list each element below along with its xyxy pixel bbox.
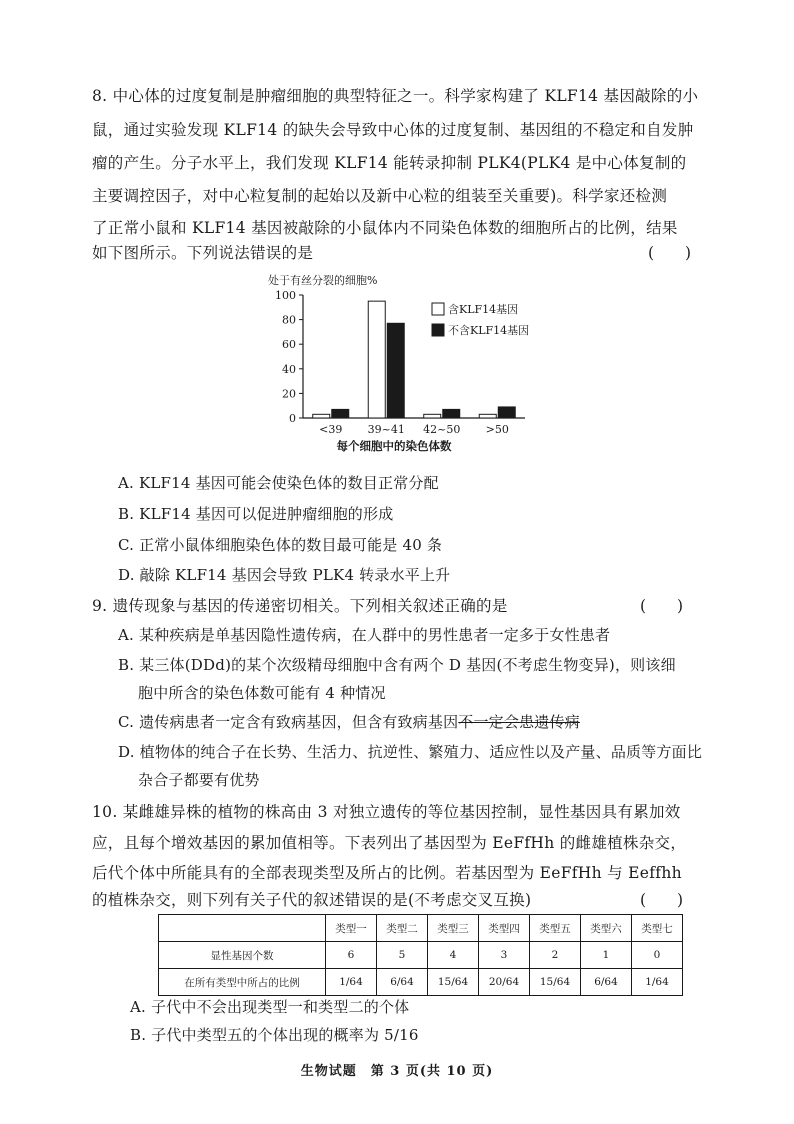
table-cell: 4 [428,942,479,969]
y-tick-label: 100 [275,289,296,302]
legend-swatch [432,303,444,315]
table-cell: 2 [530,942,581,969]
table-row [159,969,683,996]
q9-option-c-struck-text: 不一定会患遗传病 [458,713,580,731]
bar-without-klf14 [443,409,460,418]
q8-answer-paren: ( ) [648,244,692,262]
table-header-cell: 类型三 [428,915,479,942]
chart-x-axis-label: 每个细胞中的染色体数 [336,439,452,453]
chromosome-bar-chart [250,270,610,460]
y-tick-label: 80 [282,313,296,327]
q9-option-a: A. 某种疾病是单基因隐性遗传病，在人群中的男性患者一定多于女性患者 [118,626,611,644]
bar-without-klf14 [387,323,404,418]
q9-option-d-line-2: 杂合子都要有优势 [138,771,260,789]
table-cell: 1/64 [326,969,377,996]
legend-label: 含KLF14基因 [448,303,519,316]
table-header-cell: 类型一 [326,915,377,942]
q9-answer-paren: ( ) [640,597,684,615]
q10-option-a: A. 子代中不会出现类型一和类型二的个体 [130,998,410,1016]
table-cell: 在所有类型中所占的比例 [159,969,326,996]
table-cell: 6/64 [377,969,428,996]
x-tick-label: <39 [319,423,343,436]
bar-with-klf14 [479,414,496,418]
q8-line-6: 如下图所示。下列说法错误的是 [92,244,314,262]
table-header-cell: 类型二 [377,915,428,942]
table-header-cell: 类型六 [581,915,632,942]
bar-without-klf14 [332,409,349,418]
table-header-cell: 类型四 [479,915,530,942]
bar-with-klf14 [424,414,441,418]
x-tick-label: >50 [485,423,509,436]
table-cell: 6 [326,942,377,969]
table-cell: 20/64 [479,969,530,996]
chart-title: 处于有丝分裂的细胞% [268,274,378,287]
q8-line-3: 瘤的产生。分子水平上，我们发现 KLF14 能转录抑制 PLK4(PLK4 是中心体复制的 [92,154,687,172]
table-header-row [159,915,683,942]
bar-with-klf14 [313,414,330,418]
q8-option-d: D. 敲除 KLF14 基因会导致 PLK4 转录水平上升 [118,566,451,584]
q10-line-4: 的植株杂交，则下列有关子代的叙述错误的是(不考虑交叉互换) [92,891,532,909]
table-cell: 1/64 [632,969,683,996]
q9-option-b-line-2: 胞中所含的染色体数可能有 4 种情况 [138,684,386,702]
table-cell: 15/64 [530,969,581,996]
bar-with-klf14 [368,301,385,418]
q9-stem: 9. 遗传现象与基因的传递密切相关。下列相关叙述正确的是 [92,597,508,615]
bar-without-klf14 [498,407,515,418]
y-tick-label: 20 [282,387,296,401]
table-cell: 6/64 [581,969,632,996]
legend-label: 不含KLF14基因 [448,324,530,337]
y-tick-label: 60 [282,338,296,352]
q9-option-d-line-1: D. 植物体的纯合子在长势、生活力、抗逆性、繁殖力、适应性以及产量、品质等方面比 [118,743,703,761]
q8-option-b: B. KLF14 基因可以促进肿瘤细胞的形成 [118,505,394,523]
table-cell: 3 [479,942,530,969]
q8-line-5: 了正常小鼠和 KLF14 基因被敲除的小鼠体内不同染色体数的细胞所占的比例，结果 [92,219,678,237]
q8-option-c: C. 正常小鼠体细胞染色体的数目最可能是 40 条 [118,536,443,554]
q10-line-2: 应，且每个增效基因的累加值相等。下表列出了基因型为 EeFfHh 的雌雄植株杂交， [92,834,687,852]
genotype-table [158,914,683,996]
q10-answer-paren: ( ) [640,891,684,909]
table-cell: 0 [632,942,683,969]
table-cell: 5 [377,942,428,969]
x-tick-label: 39~41 [367,423,405,436]
table-row [159,942,683,969]
q8-line-1: 8. 中心体的过度复制是肿瘤细胞的典型特征之一。科学家构建了 KLF14 基因敲除的小 [92,87,699,105]
y-tick-label: 0 [289,412,296,425]
legend-swatch [432,324,444,336]
q10-line-1: 10. 某雌雄异株的植物的株高由 3 对独立遗传的等位基因控制，显性基因具有累加效 [92,803,681,821]
q9-option-b-line-1: B. 某三体(DDd)的某个次级精母细胞中含有两个 D 基因(不考虑生物变异)，则该细 [118,656,676,674]
table-header-cell: 类型七 [632,915,683,942]
table-header-cell: 类型五 [530,915,581,942]
q8-option-a: A. KLF14 基因可能会使染色体的数目正常分配 [118,474,439,492]
table-cell: 显性基因个数 [159,942,326,969]
q8-line-2: 鼠，通过实验发现 KLF14 的缺失会导致中心体的过度复制、基因组的不稳定和自发肿 [92,121,694,139]
q10-line-3: 后代个体中所能具有的全部表现类型及所占的比例。若基因型为 EeFfHh 与 Eeffhh [92,864,682,882]
q8-line-4: 主要调控因子，对中心粒复制的起始以及新中心粒的组装至关重要)。科学家还检测 [92,187,668,205]
q9-option-c-text: C. 遗传病患者一定含有致病基因，但含有致病基因 [118,713,459,731]
table-cell: 1 [581,942,632,969]
q10-option-b: B. 子代中类型五的个体出现的概率为 5/16 [130,1026,419,1044]
x-tick-label: 42~50 [423,423,461,436]
table-header-cell [159,915,326,942]
table-cell: 15/64 [428,969,479,996]
q9-option-c [118,711,580,732]
y-tick-label: 40 [282,362,296,376]
page-footer: 生物试题 第 3 页(共 10 页) [300,1064,494,1079]
